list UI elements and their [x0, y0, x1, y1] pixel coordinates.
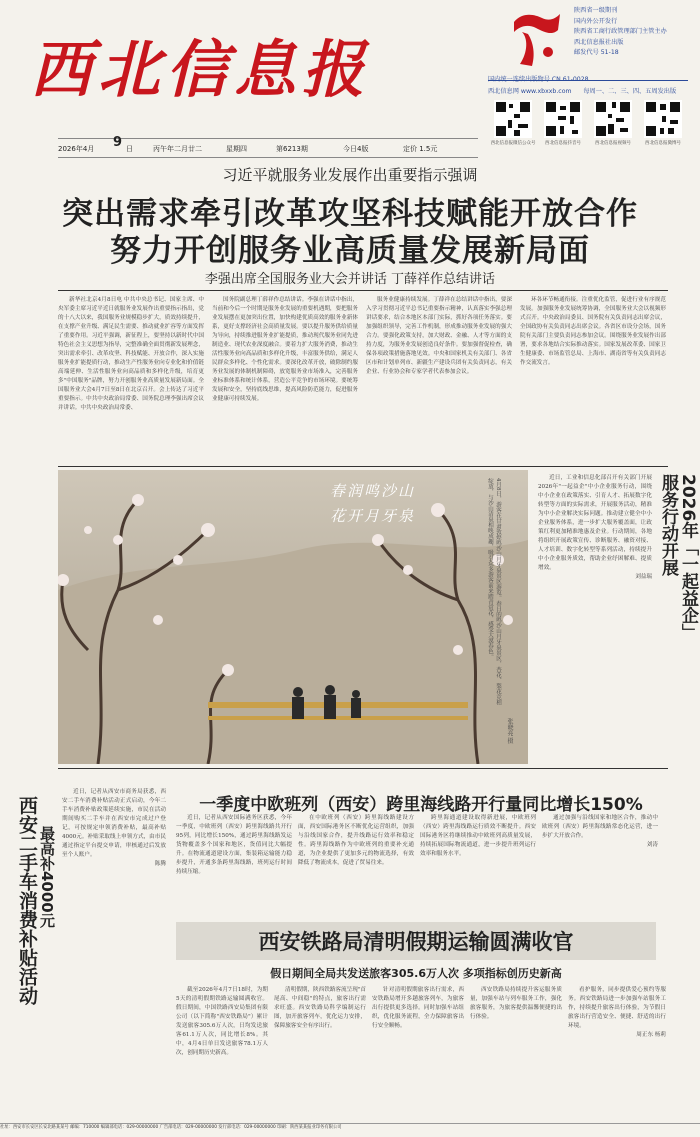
price: 定价 1.5元 [403, 145, 438, 153]
railway-banner-subtitle: 假日期间全局共发送旅客305.6万人次 多项指标创历史新高 [270, 967, 562, 980]
rail-col-1: 近日，记者从西安国际港务区获悉，今年一季度，中欧班列（西安）跨里海线路共开行95列，同比增长150%，通过跨里海线路发运货物覆盖多个国家和地区，货值同比大幅提升。在物流通道建设方面，集装箱运输能力稳步提升，开通多条跨里海线路，班列运行时间持续压缩。 [176, 815, 292, 875]
qr-code-icon[interactable] [644, 100, 682, 138]
subsidy-headline: 西安二手车消费补贴活动 [16, 796, 38, 1005]
publisher-line: 西北信息报社出版 [574, 38, 624, 46]
qr-code-icon[interactable] [544, 100, 582, 138]
railway-banner-title: 西安铁路局清明假期运输圆满收官 [258, 930, 574, 954]
day-number: 9 [113, 135, 123, 150]
lead-col-4: 环各环节畅通衔接。注重优化监管，促进行业有序规范发展。加强服务业发展统筹协调，全国服务业大会以视频形式召开。中央政治局委员、国务院有关负责同志出席会议，全国政协有关负责同志出席会议。各省区市设分会场，国务院有关部门主要负责同志参加会议。围绕服务业发展作出部署，要求各地结合实际推动落实。国家发展改革委、国家卫生健康委、市场监管总局、上海市、湖南省等有关负责同志作交流发言。 [520, 297, 666, 366]
divider [58, 290, 668, 291]
publisher-lines [574, 6, 700, 59]
date-text: 2026年4月 [58, 145, 95, 153]
lead-headline-2: 努力开创服务业高质量发展新局面 [110, 233, 590, 269]
lead-col-1: 新华社北京4月8日电 中共中央总书记、国家主席、中央军委主席习近平近日就服务业发展作出重要指示指出，党的十八大以来，我国服务业规模稳步扩大，质效持续提升，在支撑产业升级、满足民生需要、推动就业扩容等方面发挥了重要作用。习近平强调，新征程上，要坚持以新时代中国特色社会主义思想为指导，完整准确全面贯彻新发展理念，突出需求牵引、改革攻坚、科技赋能、开放合作，深入实施服务业扩能提质行动，推动生产性服务业向专业化和价值链高端延伸、生活性服务业向高品质和多样化升级，培育更多"中国服务"品牌，努力开创服务业高质量发展新局面。全国服务业大会4月7日至8日在北京召开。会上传达了习近平重要指示。中共中央政治局常委、国务院总理李强出席会议并讲话。中共中央政治局常委、 [58, 297, 204, 411]
rail-col-3: 跨里海通道建设取得新进展，中欧班列（西安）跨里海线路运行质效不断提升。西安国际港务区将继续推动中欧班列高质量发展，持续拓展国际物流通道，进一步提升班列运行效率和服务水平。 [420, 815, 536, 857]
right-story-author: 刘益瑞 [635, 574, 652, 580]
qr-caption: 西北信息报微博号 [645, 141, 681, 146]
photo-title-line-2: 花开月牙泉 [330, 507, 416, 525]
subsidy-subhead: 最高补4000元 [38, 826, 56, 928]
qr-caption: 西北信息报抖音号 [545, 141, 581, 146]
rail-col-4: 通过加强与沿线国家和地区合作，推动中欧班列（西安）跨里海线路常态化运营，进一步扩大开放合作。 刘涛 [542, 815, 658, 848]
railway-col-3: 针对清明假期旅客出行需求，西安铁路局增开多趟旅客列车，为旅客出行提供更多选择。同时加强车站组织，优化服务流程，全力保障旅客出行安全顺畅。 [372, 987, 464, 1029]
railway-col-4: 西安铁路局持续提升客运服务质量，加强车站与列车服务工作，强化旅客服务，为旅客提供温馨便捷的出行体验。 [470, 987, 562, 1020]
publisher-line: 陕西省工商行政管理部门主管主办 [574, 28, 667, 35]
qr-caption: 西北信息报视频号 [595, 141, 631, 146]
right-story-body: 近日，工业和信息化部召开有关部门开展2026年"一起益企"中小企业服务行动，围绕中小企业在政策落实、引育人才、拓展数字化转型等方面的实际需求，开展服务活动，精准为中小企业解决实际问题。推动建立健全中小企业服务体系，进一步扩大服务覆盖面，让政策红利更加精准地惠及企业。行动期间，各地将组织开展政策宣传、诊断服务、融资对接、人才培训、数字化转型等系列活动，持续提升中小企业服务质效，帮助企业纾困解难、提质增效。 刘益瑞 [538, 475, 652, 580]
right-story-headline: 2026年「一起益企」服务行动开展 [658, 474, 698, 641]
qr-code-icon[interactable] [594, 100, 632, 138]
frequency: 每周一、二、三、四、五周发出版 [583, 88, 677, 95]
railway-col-2: 清明假期，陕西铁路客流呈现"首尾高、中间稳"的特点，旅客出行需求旺盛。西安铁路局科学编制运行图，加开旅客列车，优化运力安排，保障旅客安全有序出行。 [274, 987, 366, 1029]
rail-headline: 一季度中欧班列（西安）跨里海线路开行量同比增长150% [199, 795, 643, 815]
rail-col-2: 在中欧班列（西安）跨里海线路建设方面，西安国际港务区不断优化运营组织，加强与沿线国家合作，提升线路运行效率和稳定性。跨里海线路作为中欧班列的重要补充通道，为企业提供了更加多元的物流选择，有效降低了物流成本，促进了贸易往来。 [298, 815, 414, 866]
issue-number: 第6213期 [276, 145, 308, 153]
cn-number [488, 74, 589, 83]
rail-author: 刘涛 [646, 842, 658, 848]
qr-caption: 西北信息报微信公众号 [490, 141, 536, 146]
weekday: 星期四 [226, 145, 247, 153]
lunar-date: 丙午年二月廿二 [153, 145, 202, 153]
website[interactable]: 西北信息网 www.xbxxb.com 每周一、二、三、四、五周发出版 [488, 88, 677, 95]
photo-title-line-1: 春润鸣沙山 [330, 482, 416, 500]
qr-code-icon[interactable] [494, 100, 532, 138]
flag-emblem-icon [508, 8, 564, 74]
divider [58, 466, 668, 467]
publisher-line: 陕西省一级期刊 [574, 7, 618, 14]
page-count: 今日4版 [343, 145, 369, 153]
photo-credit: 张晓亮 摄 [506, 718, 513, 744]
divider [58, 768, 668, 769]
day-suffix: 日 [126, 145, 133, 153]
railway-author: 周正东 杨莉 [636, 1032, 666, 1038]
railway-col-5: 看护服务，同步提供爱心预约等服务。西安铁路局进一步加强车站服务工作，持续提升旅客出行体验，为节假日旅客出行营造安全、便捷、舒适的出行环境。 周正东 杨莉 [568, 987, 666, 1038]
railway-col-1: 截至2026年4月7日18时，为期5天的清明假期铁路运输圆满收官。假日期间，中国铁路西安局集团有限公司（以下简称"西安铁路局"）累计发送旅客305.6万人次，日均发送旅客61.1万人次，同比增长8%。其中，4月4日单日发送旅客78.1万人次，创同期历史新高。 [176, 987, 268, 1056]
publisher-line: 邮发代号 51-18 [574, 49, 619, 56]
subsidy-author: 陈腾 [154, 861, 166, 867]
lead-subhead: 李强出席全国服务业大会并讲话 丁薛祥作总结讲话 [204, 272, 496, 287]
masthead-logo: 西北信息报 [30, 33, 371, 106]
lead-kicker: 习近平就服务业发展作出重要指示强调 [222, 166, 478, 184]
footer: 社址：西安市长安区长安北路某某号 邮编：710000 编辑部电话：029-00000000 广告部电话：029-00000000 发行部电话：029-00000000 印刷：陕西某某报业印务有限公司 [0, 1123, 700, 1137]
lead-col-2: 国务院副总理丁薛祥作总结讲话。李强在讲话中指出，当前和今后一个时期是服务业发展的重要机遇期，要把服务业发展摆在更加突出位置，加快构建优质高效的服务业新体系，更好支撑经济社会高质量发展。要以提升服务供给质量为导向，持续推进服务业扩能提质，推动现代服务业同先进制造业、现代农业深度融合。要着力扩大服务消费，推动生活性服务业向高品质和多样化升级，丰富服务供给，满足人民群众多样化、个性化需求。要深化改革开放，破除制约服务业发展的体制机制障碍，放宽服务业市场准入，完善服务业标准体系和统计体系，营造公平竞争的市场环境。要统筹发展和安全，坚持底线思维，提高风险防范能力，促进服务业健康可持续发展。 [212, 297, 358, 402]
photo-caption: 4月8日，游客在甘肃敦煌鸣沙山月牙泉景区游览。春日的鸣沙山月牙泉景区，杏花、梨花竞相绽放，与沙山清泉相映成趣，吸引众多游客前来踏青赏花，感受大漠春色。 [487, 478, 501, 705]
masthead-divider [488, 80, 688, 81]
subsidy-body: 近日，记者从西安市商务局获悉，西安二手车消费补贴活动正式启动，今年二手车消费补贴政策延续实施，市民在活动期间购买二手车并在西安市完成过户登记，可按规定申领消费补贴，最高补贴4000元。补贴采取线上申领方式，由市民通过指定平台提交申请，审核通过后发放至个人账户。 陈腾 [62, 789, 166, 867]
lead-headline-1: 突出需求牵引改革攻坚科技赋能开放合作 [62, 196, 638, 232]
date-bar [58, 135, 478, 158]
lead-col-3: 服务业健康持续发展。丁薛祥在总结讲话中指出，要深入学习贯彻习近平总书记重要指示精神，认真落实李强总理讲话要求，结合本地区本部门实际，抓好各项任务落实。要加强组织领导，完善工作机制，形成推动服务业发展的强大合力。要强化政策支持，加大财政、金融、人才等方面的支持力度，为服务业发展创造良好条件。要加强督促检查，确保各项政策措施落地见效。中央和国家机关有关部门、各省区市和计划单列市、新疆生产建设兵团有关负责同志，有关企业、行业协会和专家学者代表参加会议。 [366, 297, 512, 375]
publisher-line: 国内外公开发行 [574, 17, 618, 25]
